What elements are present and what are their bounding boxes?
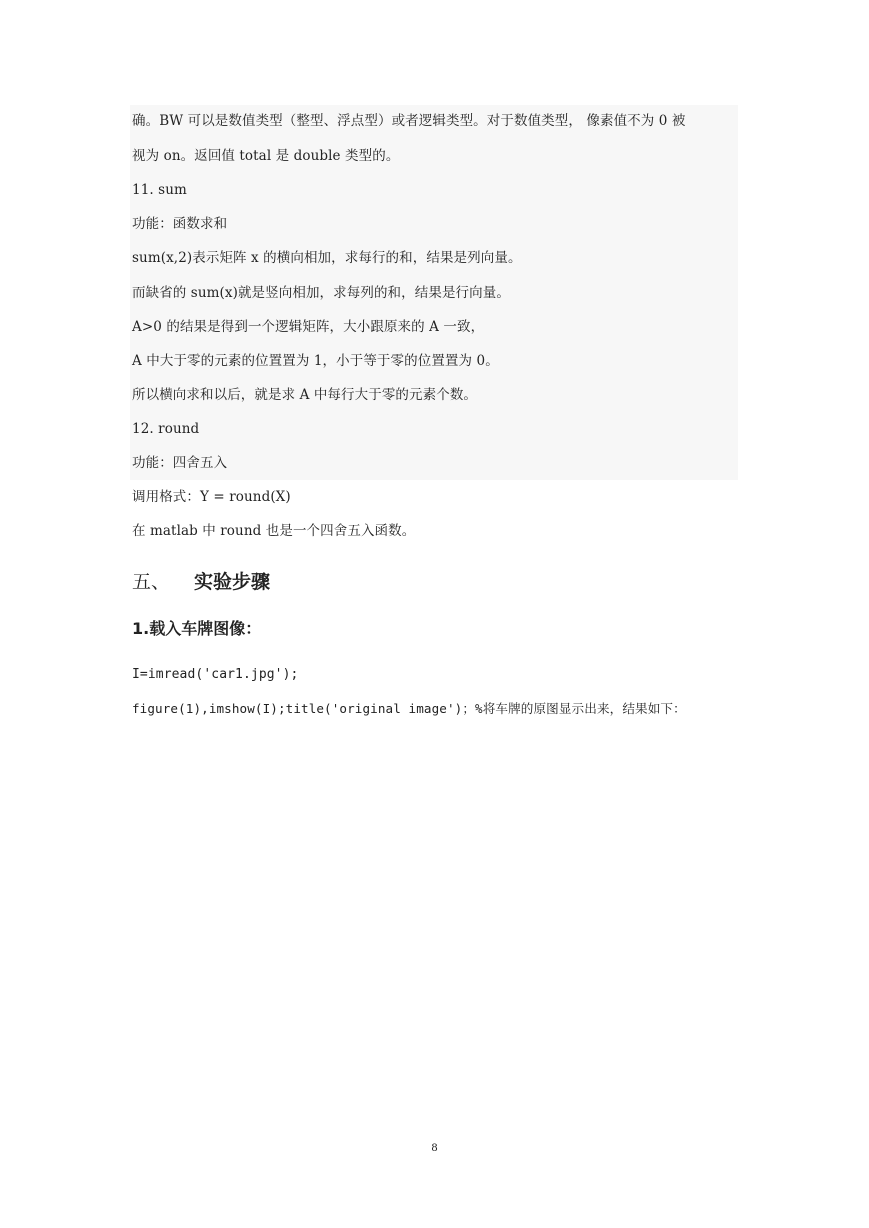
section-heading — [132, 570, 270, 594]
subsection-heading: 1.载入车牌图像： — [132, 619, 262, 638]
function-heading-round: 12. round — [132, 421, 200, 437]
text-line: 视为 on。返回值 total 是 double 类型的。 — [132, 148, 400, 164]
code-line: figure(1),imshow(I);title('original image')；%将车牌的原图显示出来，结果如下： — [132, 701, 686, 716]
text-line: 确。BW 可以是数值类型（整型、浮点型）或者逻辑类型。对于数值类型， 像素值不为 0 被 — [132, 113, 686, 129]
text-line: 而缺省的 sum(x)就是竖向相加，求每列的和，结果是行向量。 — [132, 285, 510, 301]
text-line: 功能：四舍五入 — [132, 455, 228, 471]
text-line: 所以横向求和以后，就是求 A 中每行大于零的元素个数。 — [132, 387, 478, 403]
section-number: 五、 — [132, 571, 171, 593]
section-title: 实验步骤 — [194, 571, 271, 593]
text-line: sum(x,2)表示矩阵 x 的横向相加，求每行的和，结果是列向量。 — [132, 250, 522, 266]
function-heading-sum: 11. sum — [132, 182, 187, 198]
code-line: I=imread('car1.jpg'); — [132, 667, 299, 682]
text-line: 在 matlab 中 round 也是一个四舍五入函数。 — [132, 523, 416, 539]
page-number: 8 — [431, 1140, 438, 1154]
text-line: A>0 的结果是得到一个逻辑矩阵，大小跟原来的 A 一致， — [132, 319, 485, 335]
text-line: A 中大于零的元素的位置置为 1，小于等于零的位置置为 0。 — [132, 353, 499, 369]
text-line: 功能：函数求和 — [132, 216, 228, 232]
text-line: 调用格式：Y = round(X) — [132, 489, 291, 505]
